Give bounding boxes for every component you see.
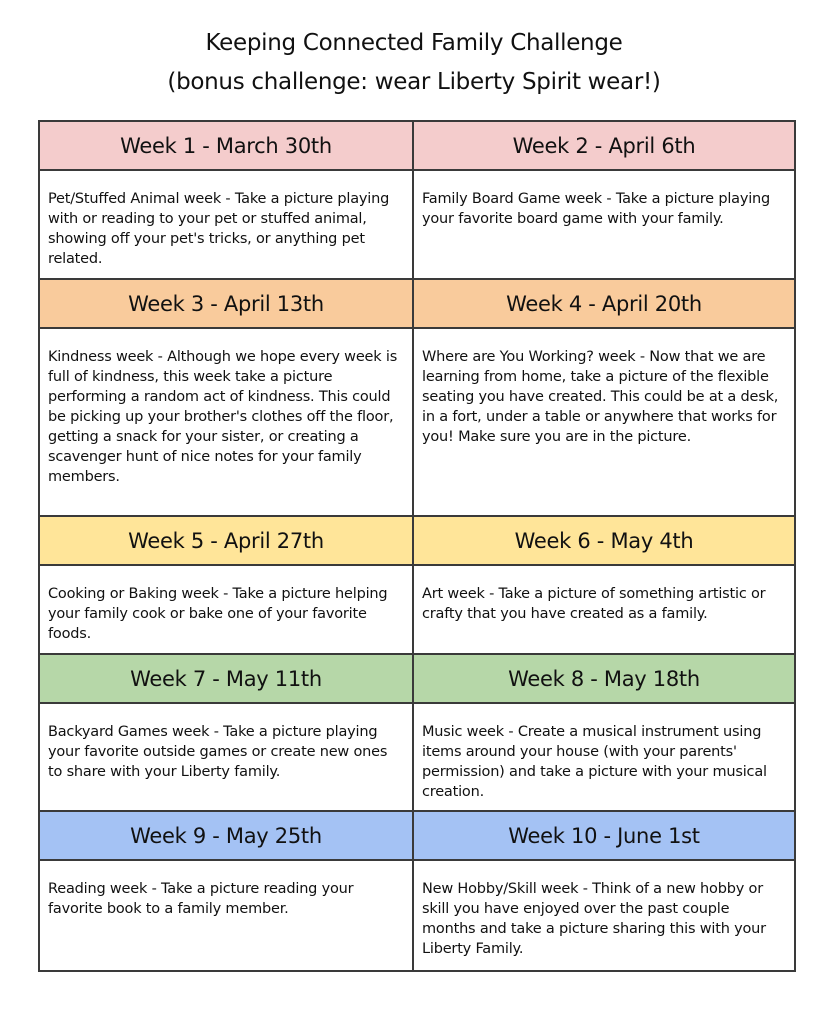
challenge-table bbox=[38, 120, 796, 972]
week-description: Kindness week - Although we hope every week is full of kindness, this week take a picture performing a random act of kindness. This could be picking up your brother's clothes off the floor, getting a snack for your sister, or creating a scavenger hunt of nice notes for your family members. bbox=[39, 328, 413, 516]
week-heading: Week 6 - May 4th bbox=[413, 516, 795, 565]
week-description: Pet/Stuffed Animal week - Take a picture playing with or reading to your pet or stuffed animal, showing off your pet's tricks, or anything pet related. bbox=[39, 170, 413, 279]
week-heading: Week 5 - April 27th bbox=[39, 516, 413, 565]
week-heading-row bbox=[39, 279, 795, 328]
page-subtitle: (bonus challenge: wear Liberty Spirit wear!) bbox=[167, 69, 661, 95]
week-description: New Hobby/Skill week - Think of a new hobby or skill you have enjoyed over the past couple months and take a picture sharing this with your Liberty Family. bbox=[413, 860, 795, 971]
week-heading: Week 8 - May 18th bbox=[413, 654, 795, 703]
week-heading: Week 3 - April 13th bbox=[39, 279, 413, 328]
week-description: Backyard Games week - Take a picture playing your favorite outside games or create new ones to share with your Liberty family. bbox=[39, 703, 413, 811]
week-heading-row bbox=[39, 516, 795, 565]
week-description: Reading week - Take a picture reading your favorite book to a family member. bbox=[39, 860, 413, 971]
week-description-row bbox=[39, 860, 795, 971]
week-description: Art week - Take a picture of something artistic or crafty that you have created as a family. bbox=[413, 565, 795, 654]
week-heading-row bbox=[39, 654, 795, 703]
week-heading-row bbox=[39, 121, 795, 170]
week-description: Music week - Create a musical instrument using items around your house (with your parents' permission) and take a picture with your musical creation. bbox=[413, 703, 795, 811]
week-description-row bbox=[39, 703, 795, 811]
week-description-row bbox=[39, 328, 795, 516]
week-heading: Week 7 - May 11th bbox=[39, 654, 413, 703]
week-heading: Week 2 - April 6th bbox=[413, 121, 795, 170]
week-description: Cooking or Baking week - Take a picture helping your family cook or bake one of your favorite foods. bbox=[39, 565, 413, 654]
week-heading: Week 1 - March 30th bbox=[39, 121, 413, 170]
week-heading: Week 9 - May 25th bbox=[39, 811, 413, 860]
week-description: Family Board Game week - Take a picture playing your favorite board game with your family. bbox=[413, 170, 795, 279]
page-title: Keeping Connected Family Challenge bbox=[205, 30, 623, 56]
week-description-row bbox=[39, 565, 795, 654]
week-heading-row bbox=[39, 811, 795, 860]
week-description: Where are You Working? week - Now that we are learning from home, take a picture of the flexible seating you have created. This could be at a desk, in a fort, under a table or anywhere that works for you! Make sure you are in the picture. bbox=[413, 328, 795, 516]
week-description-row bbox=[39, 170, 795, 279]
week-heading: Week 10 - June 1st bbox=[413, 811, 795, 860]
week-heading: Week 4 - April 20th bbox=[413, 279, 795, 328]
